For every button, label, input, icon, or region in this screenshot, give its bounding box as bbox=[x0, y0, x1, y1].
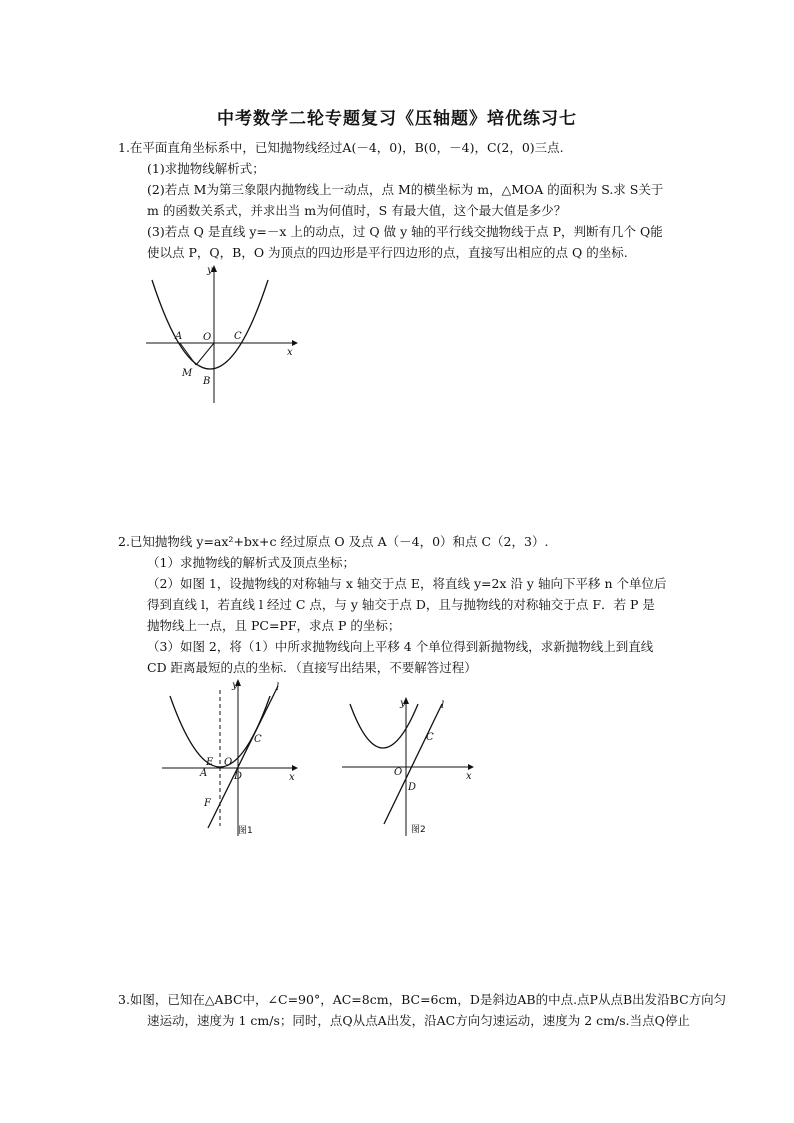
q2-fig1-y-label: y bbox=[232, 680, 238, 691]
q2-fig1-l-label: l bbox=[276, 682, 280, 693]
q2-fig2-C-label: C bbox=[426, 732, 434, 743]
q2-fig2-l-label: l bbox=[441, 700, 445, 711]
q2-fig2-x-label: x bbox=[466, 771, 472, 782]
q2-part2-line2: 得到直线 l，若直线 l 经过 C 点，与 y 轴交于点 D，且与抛物线的对称轴交于点 F．若 P 是 bbox=[147, 597, 655, 612]
q1-part2-line1: (2)若点 M为第三象限内抛物线上一动点，点 M的横坐标为 m，△MOA 的面积为 S.求 S关于 bbox=[147, 182, 664, 197]
q2-fig1-caption: 图1 bbox=[238, 826, 253, 836]
q1-fig-C-label: C bbox=[234, 331, 242, 342]
q1-fig-M-label: M bbox=[182, 368, 193, 379]
q1-fig-x-label: x bbox=[287, 347, 293, 358]
q2-fig2-caption: 图2 bbox=[411, 825, 426, 835]
q1-fig-A-label: A bbox=[175, 331, 183, 342]
q2-figure-2 bbox=[338, 696, 484, 840]
q2-fig1-E-label: E bbox=[206, 757, 214, 768]
q1-fig-O-label: O bbox=[203, 332, 212, 343]
q2-fig1-O-label: O bbox=[224, 757, 233, 768]
q2-fig2-y-label: y bbox=[400, 698, 406, 709]
q1-stem: 1.在平面直角坐标系中，已知抛物线经过A(－4，0)，B(0，－4)，C(2，0)三点. bbox=[118, 140, 564, 155]
q2-fig2-O-label: O bbox=[394, 767, 403, 778]
q1-part3-line1: (3)若点 Q 是直线 y=－x 上的动点，过 Q 做 y 轴的平行线交抛物线于点 P，判断有几个 Q能 bbox=[147, 224, 663, 239]
q2-fig2-D-label: D bbox=[408, 782, 417, 793]
q2-fig1-x-label: x bbox=[289, 772, 295, 783]
q1-figure bbox=[142, 258, 302, 406]
q1-part1: (1)求抛物线解析式； bbox=[147, 161, 265, 176]
q2-fig1-C-label: C bbox=[254, 734, 262, 745]
page-title: 中考数学二轮专题复习《压轴题》培优练习七 bbox=[217, 109, 577, 129]
q1-part2-line2: m 的函数关系式，并求出当 m为何值时，S 有最大值，这个最大值是多少？ bbox=[147, 203, 567, 218]
q3-line2: 速运动，速度为 1 cm/s；同时，点Q从点A出发，沿AC方向匀速运动，速度为 2 cm/s.当点Q停止 bbox=[147, 1013, 690, 1028]
q2-fig1-A-label: A bbox=[200, 768, 208, 779]
q2-fig1-D-label: D bbox=[234, 771, 243, 782]
q2-part2-line3: 抛物线上一点，且 PC=PF，求点 P 的坐标； bbox=[147, 618, 401, 633]
q2-figure-1 bbox=[158, 676, 308, 840]
q2-part1: （1）求抛物线的解析式及顶点坐标； bbox=[147, 555, 355, 570]
q3-line1: 3.如图，已知在△ABC中，∠C=90°，AC=8cm，BC=6cm，D是斜边AB的中点.点P从点B出发沿BC方向匀 bbox=[118, 992, 727, 1007]
q1-fig-y-label: y bbox=[207, 265, 213, 276]
q1-fig-B-label: B bbox=[203, 376, 211, 387]
q1-part3-line2: 使以点 P，Q，B，O 为顶点的四边形是平行四边形的点，直接写出相应的点 Q 的坐标. bbox=[147, 245, 628, 260]
q2-part3-line1: （3）如图 2，将（1）中所求抛物线向上平移 4 个单位得到新抛物线，求新抛物线上到直线 bbox=[147, 639, 654, 654]
q2-part2-line1: （2）如图 1，设抛物线的对称轴与 x 轴交于点 E，将直线 y=2x 沿 y 轴向下平移 n 个单位后 bbox=[147, 576, 667, 591]
q2-part3-line2: CD 距离最短的点的坐标．（直接写出结果，不要解答过程） bbox=[147, 660, 477, 675]
q2-stem: 2.已知抛物线 y=ax²+bx+c 经过原点 O 及点 A（－4，0）和点 C（2，3）. bbox=[118, 534, 549, 549]
q2-fig1-F-label: F bbox=[204, 798, 211, 809]
